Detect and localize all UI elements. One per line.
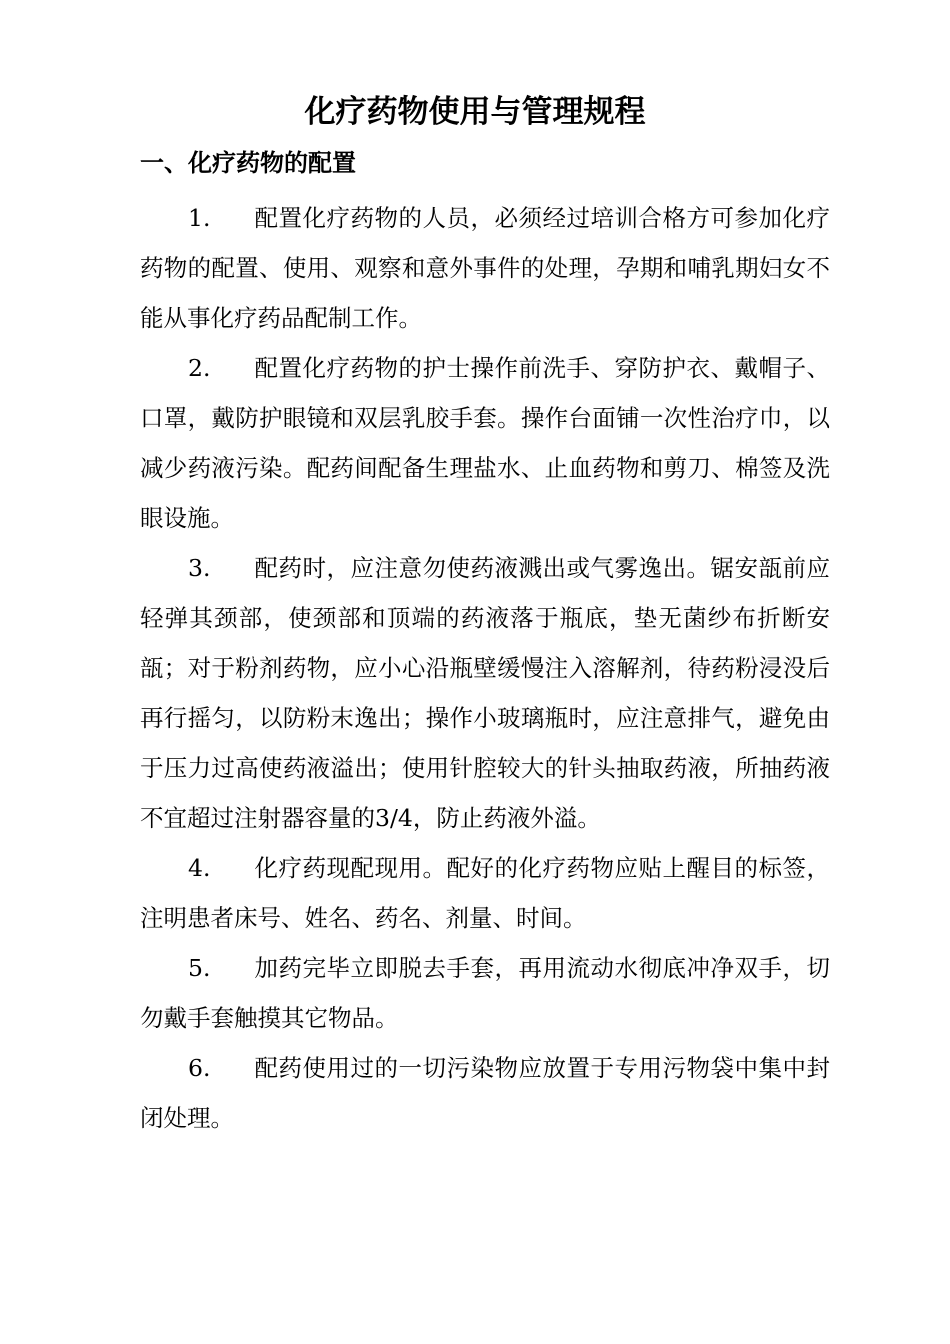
- list-item: [140, 543, 830, 843]
- item-text: 配置化疗药物的人员，必须经过培训合格方可参加化疗药物的配置、使用、观察和意外事件的处理，孕期和哺乳期妇女不能从事化疗药品配制工作。: [140, 204, 830, 332]
- item-number: 5.: [188, 954, 211, 982]
- list-item: [140, 1043, 830, 1143]
- item-text: 化疗药现配现用。配好的化疗药物应贴上醒目的标签，注明患者床号、姓名、药名、剂量、时间。: [140, 854, 830, 932]
- item-number: 6.: [188, 1054, 211, 1082]
- list-item: [140, 943, 830, 1043]
- list-item: [140, 343, 830, 543]
- section-heading: 一、化疗药物的配置: [140, 148, 356, 177]
- item-text: 配药时，应注意勿使药液溅出或气雾逸出。锯安瓿前应轻弹其颈部，使颈部和顶端的药液落于瓶底，垫无菌纱布折断安瓿；对于粉剂药物，应小心沿瓶壁缓慢注入溶解剂，待药粉浸没后再行摇匀，以防粉末逸出；操作小玻璃瓶时，应注意排气，避免由于压力过高使药液溢出；使用针腔较大的针头抽取药液，所抽药液不宜超过注射器容量的3/4，防止药液外溢。: [140, 554, 830, 832]
- item-text: 配置化疗药物的护士操作前洗手、穿防护衣、戴帽子、口罩，戴防护眼镜和双层乳胶手套。操作台面铺一次性治疗巾，以减少药液污染。配药间配备生理盐水、止血药物和剪刀、棉签及洗眼设施。: [140, 354, 830, 532]
- list-item: [140, 843, 830, 943]
- item-number: 2.: [188, 354, 211, 382]
- item-number: 4.: [188, 854, 211, 882]
- section-body: [140, 193, 830, 1143]
- item-text: 加药完毕立即脱去手套，再用流动水彻底冲净双手，切勿戴手套触摸其它物品。: [140, 954, 830, 1032]
- document-title: 化疗药物使用与管理规程: [304, 94, 646, 130]
- item-number: 3.: [188, 554, 211, 582]
- item-number: 1.: [188, 204, 211, 232]
- list-item: [140, 193, 830, 343]
- item-text: 配药使用过的一切污染物应放置于专用污物袋中集中封闭处理。: [140, 1054, 830, 1132]
